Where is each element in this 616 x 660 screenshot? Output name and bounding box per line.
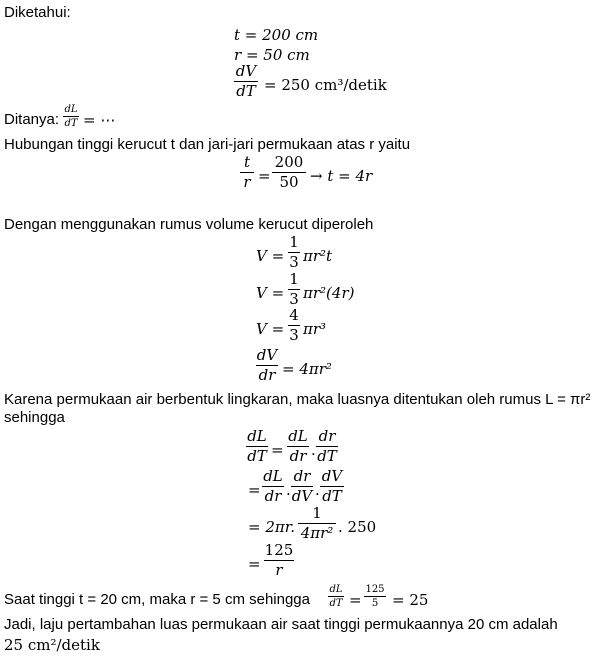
volume-l2-den: 3 [289, 290, 299, 308]
known-dv: dV [235, 62, 257, 80]
volume-l1-den: 3 [289, 253, 299, 271]
known-dt: dT [236, 82, 256, 100]
volume-l2-lhs: V = [256, 284, 285, 302]
fraction-bar [328, 596, 344, 597]
area-l2-eq: = [248, 481, 261, 499]
volume-l3-fraction [288, 307, 300, 344]
final-125-5-fraction [364, 584, 386, 609]
final-5: 5 [371, 598, 379, 609]
known-dvdt-fraction [234, 63, 258, 100]
asked-dt: dT [64, 118, 78, 129]
asked-dl: dL [64, 104, 78, 115]
relation-text: Hubungan tinggi kerucut t dan jari-jari permukaan atas r yaitu [4, 136, 411, 153]
area-l1-dldt [246, 428, 268, 465]
asked-rhs: = ⋯ [83, 111, 116, 129]
area-l4-fraction [264, 542, 294, 579]
area-dl: dL [263, 467, 283, 485]
area-l2-dvdt [320, 468, 344, 505]
relation-200: 200 [274, 153, 304, 171]
known-t: t = 200 cm [234, 26, 319, 44]
known-heading: Diketahui: [4, 4, 71, 21]
area-l2-dldr [262, 468, 284, 505]
relation-result: → t = 4r [310, 167, 373, 185]
area-l1-dldr [287, 428, 309, 465]
area-l3-four-pi-r2: 4πr² [300, 524, 334, 542]
volume-l3-den: 3 [289, 326, 299, 344]
area-dl: dL [247, 427, 267, 445]
area-l3-post: . 250 [338, 518, 377, 536]
area-l4-r: r [275, 561, 283, 579]
relation-50: 50 [279, 173, 299, 191]
volume-l2-fraction [288, 271, 300, 308]
area-l2-dot-1: . [286, 481, 291, 499]
area-dv: dV [291, 487, 313, 505]
area-l1-drdt [316, 428, 338, 465]
area-dt: dT [322, 487, 342, 505]
area-l4-125: 125 [264, 541, 294, 559]
area-text-2: sehingga [4, 409, 65, 426]
relation-eq: = [258, 167, 271, 185]
area-l3-fraction [298, 505, 336, 542]
volume-l1-fraction [288, 234, 300, 271]
final-dldt-fraction [328, 584, 344, 609]
area-dl: dL [288, 427, 308, 445]
volume-l2-num: 1 [289, 270, 299, 288]
area-dr: dr [318, 427, 336, 445]
volume-l3-num: 4 [289, 306, 299, 324]
final-dl: dL [329, 584, 343, 595]
area-l2-drdv [291, 468, 313, 505]
area-dr: dr [264, 487, 282, 505]
volume-text: Dengan menggunakan rumus volume kerucut diperoleh [4, 216, 374, 233]
area-dt: dT [247, 447, 267, 465]
volume-l4-fraction [256, 347, 278, 384]
final-result: = 25 [392, 591, 429, 609]
known-dvdt-value: = 250 cm³/detik [264, 76, 387, 94]
conclusion-text-1: Jadi, laju pertambahan luas permukaan air saat tinggi permukaannya 20 cm adalah [4, 616, 558, 633]
area-l2-dot-2: . [315, 481, 320, 499]
volume-l4-den: dr [258, 366, 276, 384]
conclusion-text-2: 25 cm²/detik [4, 636, 100, 654]
volume-l3-lhs: V = [256, 320, 285, 338]
fraction-bar [63, 116, 79, 117]
final-text: Saat tinggi t = 20 cm, maka r = 5 cm sehingga [4, 591, 310, 608]
volume-l1-lhs: V = [256, 247, 285, 265]
relation-r: r [243, 173, 251, 191]
asked-fraction [63, 104, 79, 129]
fraction-bar [364, 596, 386, 597]
area-dr: dr [293, 467, 311, 485]
area-l3-pre: = 2πr. [248, 518, 296, 536]
final-125: 125 [365, 584, 385, 595]
area-text-1: Karena permukaan air berbentuk lingkaran, maka luasnya ditentukan oleh rumus L = πr² [4, 391, 591, 408]
area-dr: dr [289, 447, 307, 465]
relation-t: t [243, 153, 251, 171]
final-dt: dT [329, 598, 343, 609]
final-eq: = [349, 591, 362, 609]
volume-l1-rhs: πr²t [303, 247, 333, 265]
volume-l2-rhs: πr²(4r) [303, 284, 355, 302]
area-dv: dV [321, 467, 343, 485]
area-l1-dot: . [311, 441, 316, 459]
relation-fraction-tr [240, 154, 254, 191]
volume-l1-num: 1 [289, 233, 299, 251]
area-l1-eq: = [271, 441, 284, 459]
volume-l4-num: dV [256, 346, 278, 364]
area-dt: dT [317, 447, 337, 465]
area-l3-one: 1 [312, 504, 322, 522]
known-r: r = 50 cm [234, 46, 310, 64]
asked-label: Ditanya: [4, 111, 60, 128]
area-l4-eq: = [248, 555, 261, 573]
relation-fraction-200-50 [272, 154, 306, 191]
volume-l3-rhs: πr³ [303, 320, 327, 338]
volume-l4-rhs: = 4πr² [282, 360, 332, 378]
